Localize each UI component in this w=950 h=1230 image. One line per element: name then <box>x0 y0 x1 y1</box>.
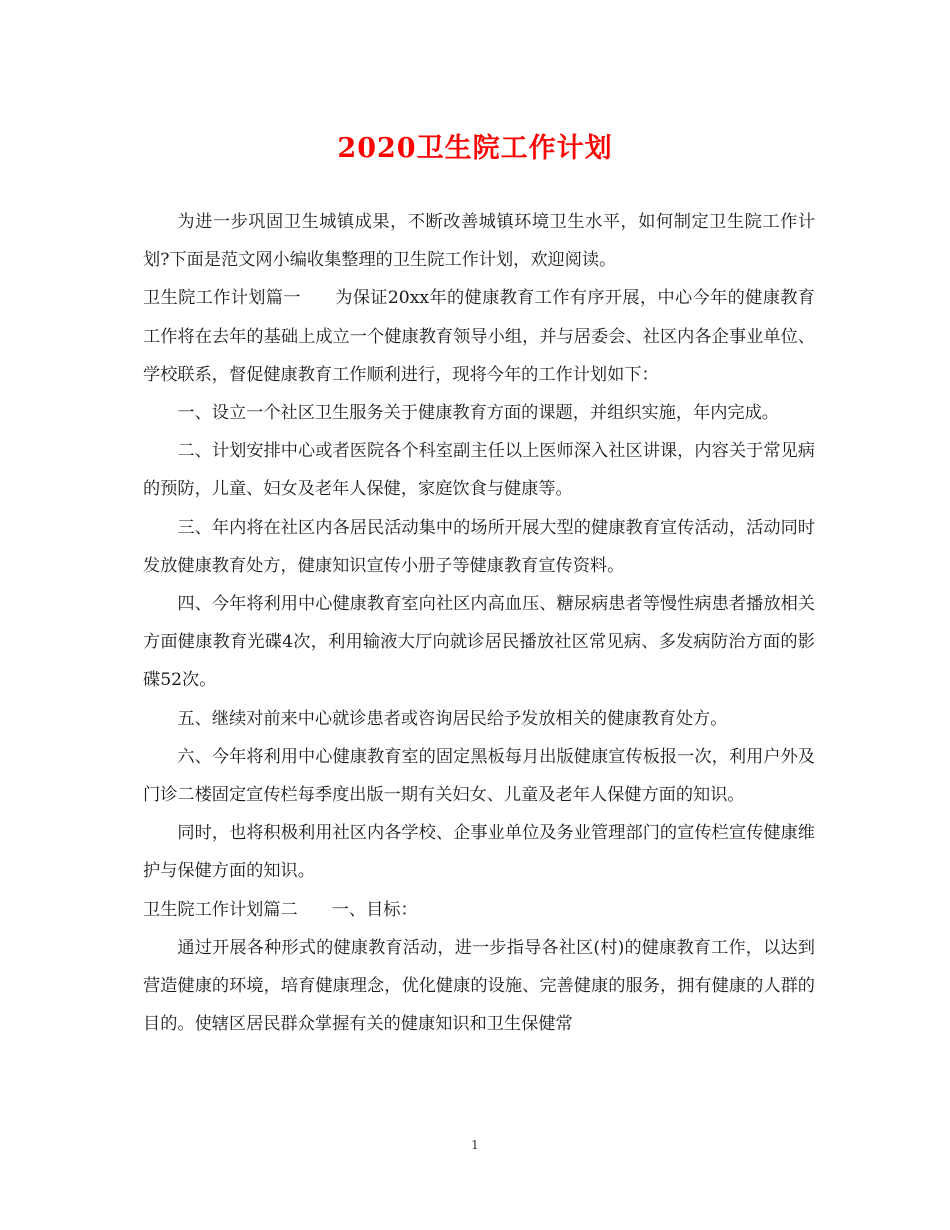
paragraph-section-one <box>143 279 815 394</box>
paragraph-section-two <box>143 891 815 929</box>
document-title: 2020卫生院工作计划 <box>337 133 613 164</box>
paragraph-item-5: 五、继续对前来中心就诊患者或咨询居民给予发放相关的健康教育处方。 <box>177 708 728 729</box>
page-number: 1 <box>471 1138 479 1152</box>
paragraph-item-2: 二、计划安排中心或者医院各个科室副主任以上医师深入社区讲课，内容关于常见病的预防，儿童、妇女及老年人保健，家庭饮食与健康等。 <box>143 441 815 500</box>
paragraph-goal: 通过开展各种形式的健康教育活动，进一步指导各社区(村)的健康教育工作，以达到营造健康的环境，培育健康理念，优化健康的设施、完善健康的服务，拥有健康的人群的目的。使辖区居民群众掌握有关的健康知识和卫生保健常 <box>143 937 815 1035</box>
document-body <box>143 203 815 1043</box>
section-heading-one: 卫生院工作计划篇一 <box>143 288 301 309</box>
paragraph-intro: 为进一步巩固卫生城镇成果，不断改善城镇环境卫生水平，如何制定卫生院工作计划?下面是范文网小编收集整理的卫生院工作计划，欢迎阅读。 <box>143 212 815 271</box>
paragraph-item-6: 六、今年将利用中心健康教育室的固定黑板每月出版健康宣传板报一次，利用户外及门诊二楼固定宣传栏每季度出版一期有关妇女、儿童及老年人保健方面的知识。 <box>143 746 815 806</box>
section-text-one: 为保证20xx年的健康教育工作有序开展，中心今年的健康教育工作将在去年的基础上成立一个健康教育领导小组，并与居委会、社区内各企事业单位、学校联系，督促健康教育工作顺利进行，现将今年的工作计划如下： <box>143 288 815 385</box>
section-text-two: 一、目标： <box>331 899 418 920</box>
paragraph-meanwhile: 同时，也将积极利用社区内各学校、企事业单位及务业管理部门的宣传栏宣传健康维护与保健方面的知识。 <box>143 823 815 882</box>
paragraph-item-1: 一、设立一个社区卫生服务关于健康教育方面的课题，并组织实施，年内完成。 <box>177 403 779 424</box>
section-heading-two: 卫生院工作计划篇二 <box>143 899 298 920</box>
paragraph-item-3: 三、年内将在社区内各居民活动集中的场所开展大型的健康教育宣传活动，活动同时发放健康教育处方，健康知识宣传小册子等健康教育宣传资料。 <box>143 517 815 576</box>
paragraph-item-4: 四、今年将利用中心健康教育室向社区内高血压、糖尿病患者等慢性病患者播放相关方面健康教育光碟4次，利用输液大厅向就诊居民播放社区常见病、多发病防治方面的影碟52次。 <box>143 594 815 691</box>
